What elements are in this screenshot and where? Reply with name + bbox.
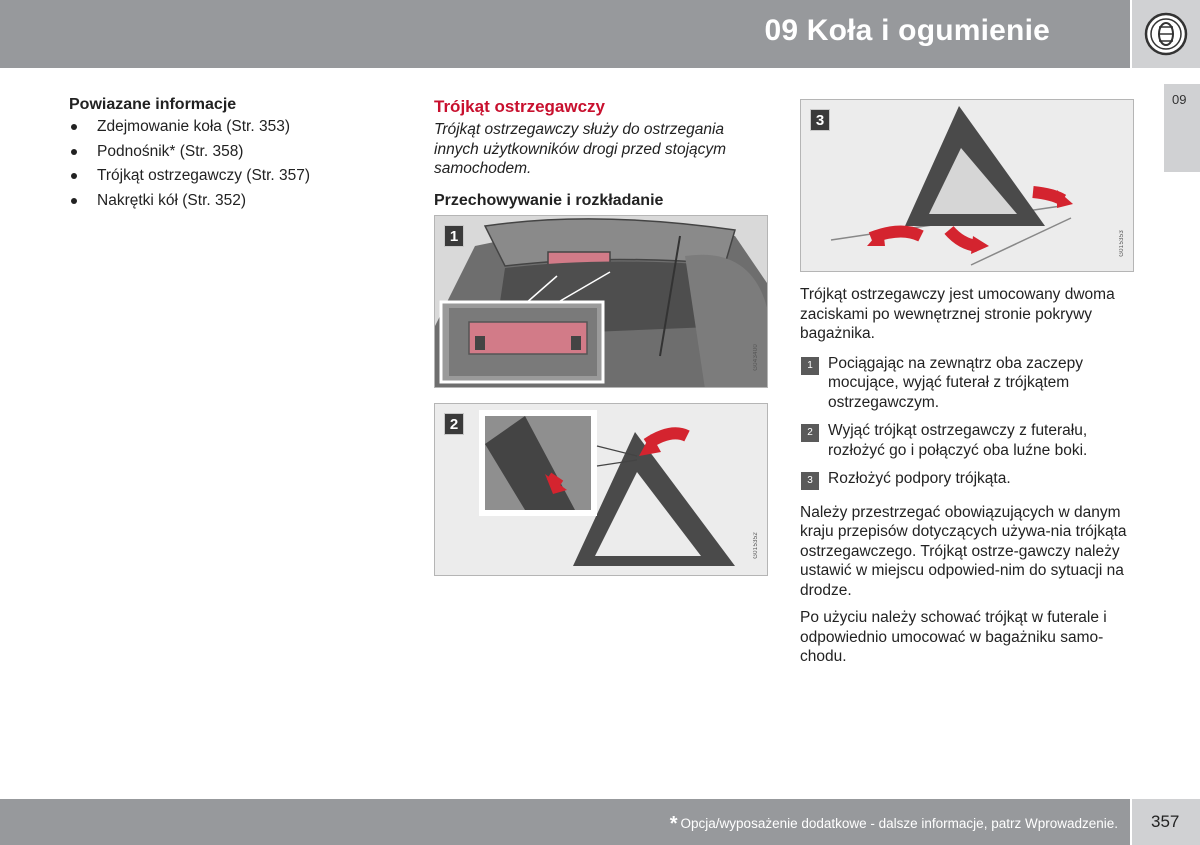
steps-list — [800, 354, 1134, 489]
related-link[interactable]: Trójkąt ostrzegawczy (Str. 357) — [69, 164, 369, 189]
step-item — [800, 469, 1134, 489]
description-paragraph: Trójkąt ostrzegawczy jest umocowany dwoma zaciskami po wewnętrznej stronie pokrywy bagażnika. — [800, 286, 1115, 342]
tire-icon — [1143, 11, 1189, 57]
step-number: 3 — [801, 472, 819, 490]
instructions-column — [800, 285, 1134, 667]
support-legs-illustration — [801, 100, 1134, 272]
chapter-side-tab — [1164, 84, 1200, 172]
step-item — [800, 354, 1134, 413]
subsection-title: Przechowywanie i rozkładanie — [434, 191, 664, 209]
chapter-icon-box — [1132, 0, 1200, 68]
regulations-paragraph: Należy przestrzegać obowiązujących w danym kraju przepisów dotyczących używa-nia trójkąta ostrzegawczego. Trójkąt ostrze-gawczy należy ustawić w miejscu odpowied-nim do sytuacji na drodze. — [800, 503, 1127, 599]
step-number: 2 — [801, 424, 819, 442]
figure-number-2: 2 — [444, 413, 464, 435]
figure-number-3: 3 — [810, 109, 830, 131]
side-tab-label: 09 — [1172, 92, 1187, 107]
figure-1-trunk-lid — [434, 215, 768, 388]
step-text: Wyjąć trójkąt ostrzegawczy z futerału, rozłożyć go i połączyć oba luźne boki. — [828, 422, 1088, 459]
page-number: 357 — [1151, 812, 1180, 831]
page-number-box — [1132, 799, 1200, 845]
related-links-list — [69, 115, 369, 213]
related-link[interactable]: Nakrętki kół (Str. 352) — [69, 189, 369, 214]
figure-code-2: G015352 — [753, 532, 759, 559]
unfold-triangle-illustration — [435, 404, 768, 576]
figure-3-support-legs — [800, 99, 1134, 272]
footnote-text: Opcja/wyposażenie dodatkowe - dalsze informacje, patrz Wprowadzenie. — [680, 816, 1118, 831]
step-number: 1 — [801, 357, 819, 375]
footnote — [670, 813, 1118, 836]
related-info-title: Powiazane informacje — [69, 96, 237, 113]
related-link[interactable]: Zdejmowanie koła (Str. 353) — [69, 115, 369, 140]
related-link[interactable]: Podnośnik* (Str. 358) — [69, 140, 369, 165]
section-title: Trójkąt ostrzegawczy — [434, 97, 606, 116]
step-text: Pociągając na zewnątrz oba zaczepy mocujące, wyjąć futerał z trójkątem ostrzegawczym. — [828, 354, 1084, 411]
footer-bar — [0, 799, 1130, 845]
section-intro: Trójkąt ostrzegawczy służy do ostrzegania innych użytkowników drogi przed stojącym samochodem. — [434, 121, 727, 177]
figure-code-1: G043400 — [753, 344, 759, 371]
chapter-title: 09 Koła i ogumienie — [764, 14, 1050, 47]
figure-2-unfold-triangle — [434, 403, 768, 576]
step-item — [800, 421, 1134, 460]
section-column — [434, 96, 769, 210]
figure-number-1: 1 — [444, 225, 464, 247]
related-info — [69, 96, 369, 213]
footnote-star: * — [669, 813, 678, 835]
trunk-lid-illustration — [435, 216, 768, 388]
storage-paragraph: Po użyciu należy schować trójkąt w futerale i odpowiednio umocować w bagażniku samo-chodu. — [800, 609, 1107, 665]
header-bar — [0, 0, 1130, 68]
step-text: Rozłożyć podpory trójkąta. — [828, 470, 1011, 487]
figure-code-3: G015353 — [1119, 230, 1125, 257]
